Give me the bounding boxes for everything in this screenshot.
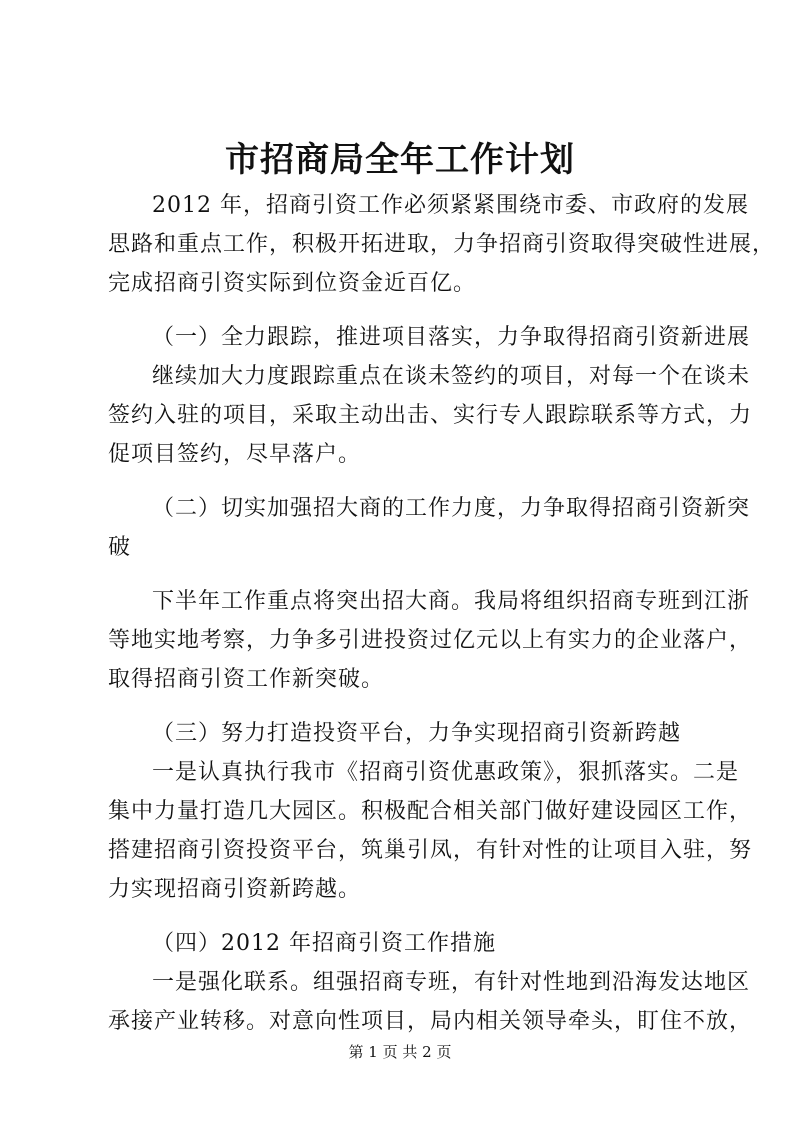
text-line: 思路和重点工作，积极开拓进取，力争招商引资取得突破性进展， [108,232,776,257]
heading-line: （一）全力跟踪，推进项目落实，力争取得招商引资新进展 [152,325,751,350]
paragraph-gap [108,909,704,924]
heading-line: （二）切实加强招大商的工作力度，力争取得招商引资新突 [152,496,751,521]
section-paragraph [108,582,753,699]
text-line: 下半年工作重点将突出招大商。我局将组织招商专班到江浙 [152,589,751,614]
section-heading [108,489,751,567]
section-heading [108,318,751,357]
paragraph-gap [108,567,704,582]
text-line: 一是强化联系。组强招商专班，有针对性地到沿海发达地区 [152,970,751,995]
section-heading [108,924,704,963]
text-line: 一是认真执行我市《招商引资优惠政策》，狠抓落实。二是 [152,760,740,785]
section-paragraph [108,753,753,909]
text-line: 承接产业转移。对意向性项目，局内相关领导牵头，盯住不放， [108,1009,753,1034]
text-line: 搭建招商引资投资平台，筑巢引凤，有针对性的让项目入驻，努 [108,838,753,863]
document-body [108,186,776,1041]
text-line: 2012 年，招商引资工作必须紧紧围绕市委、市政府的发展 [152,193,749,218]
heading-line: （四）2012 年招商引资工作措施 [152,931,496,956]
text-line: 集中力量打造几大园区。积极配合相关部门做好建设园区工作， [108,799,753,824]
text-line: 完成招商引资实际到位资金近百亿。 [108,271,477,296]
section-heading [108,714,704,753]
intro-paragraph [108,186,776,303]
paragraph-gap [108,474,704,489]
heading-line: （三）努力打造投资平台，力争实现招商引资新跨越 [152,721,682,746]
document-title: 市招商局全年工作计划 [225,140,575,180]
page-footer: 第 1 页 共 2 页 [348,1043,452,1061]
section-paragraph [108,357,753,474]
text-line: 力实现招商引资新跨越。 [108,877,362,902]
paragraph-gap [108,699,704,714]
text-line: 促项目签约，尽早落户。 [108,442,362,467]
text-line: 继续加大力度跟踪重点在谈未签约的项目，对每一个在谈未 [152,364,751,389]
heading-line: 破 [108,535,132,560]
text-line: 签约入驻的项目，采取主动出击、实行专人跟踪联系等方式，力 [108,403,753,428]
section-paragraph [108,963,753,1041]
text-line: 取得招商引资工作新突破。 [108,667,385,692]
text-line: 等地实地考察，力争多引进投资过亿元以上有实力的企业落户， [108,628,753,653]
paragraph-gap [108,303,704,318]
